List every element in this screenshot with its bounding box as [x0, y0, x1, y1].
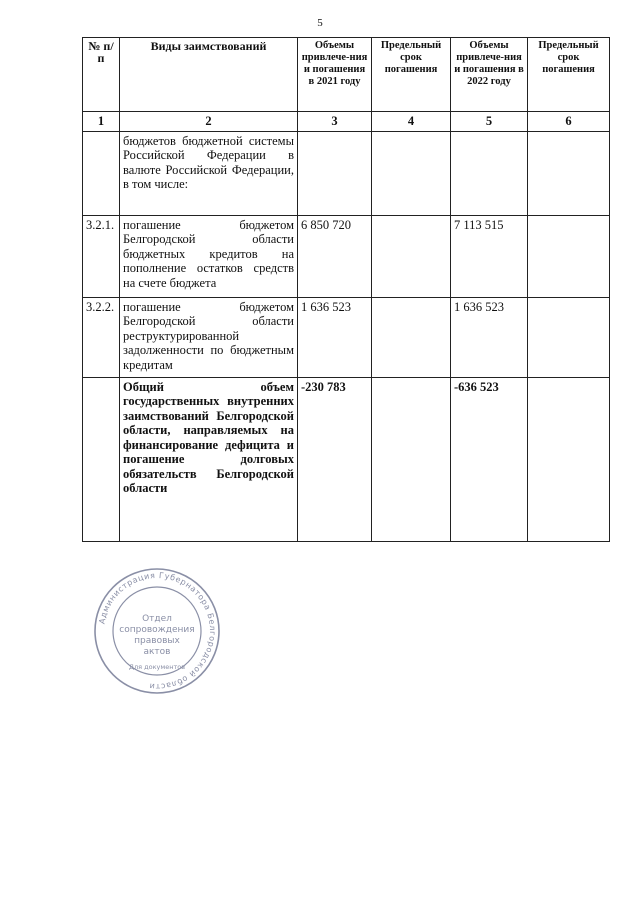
row-volume-2022: -636 523 [451, 377, 528, 541]
column-number: 6 [528, 112, 610, 132]
column-number: 1 [83, 112, 120, 132]
row-term-2022 [528, 377, 610, 541]
svg-text:сопровождения: сопровождения [119, 625, 195, 635]
row-number [83, 377, 120, 541]
table-row [83, 131, 610, 215]
column-number: 4 [372, 112, 451, 132]
row-number: 3.2.2. [83, 297, 120, 377]
row-term-2022 [528, 131, 610, 215]
column-number: 5 [451, 112, 528, 132]
row-term-2022 [528, 215, 610, 297]
borrowings-table [82, 37, 610, 542]
page-number: 5 [317, 17, 323, 29]
row-number [83, 131, 120, 215]
header-term-2022: Предельный срок погашения [528, 38, 610, 112]
column-number: 3 [298, 112, 372, 132]
row-volume-2021: 6 850 720 [298, 215, 372, 297]
header-borrowing-types: Виды заимствований [120, 38, 298, 112]
row-volume-2022: 1 636 523 [451, 297, 528, 377]
row-term-2021 [372, 131, 451, 215]
table-row [83, 297, 610, 377]
row-term-2022 [528, 297, 610, 377]
row-number: 3.2.1. [83, 215, 120, 297]
table-row-total [83, 377, 610, 541]
header-number: № п/п [83, 38, 120, 112]
header-row [83, 38, 610, 112]
row-term-2021 [372, 377, 451, 541]
svg-text:Для документов: Для документов [128, 663, 186, 671]
header-term-2021: Предельный срок погашения [372, 38, 451, 112]
svg-text:актов: актов [143, 647, 171, 657]
svg-text:правовых: правовых [134, 636, 180, 646]
column-number-row [83, 112, 610, 132]
row-volume-2021: 1 636 523 [298, 297, 372, 377]
row-description: Общий объем государственных внутренних заимствований Белгородской области, направляемых на финансирование дефицита и погашение долговых обязательств Белгородской области [120, 377, 298, 541]
row-volume-2021: -230 783 [298, 377, 372, 541]
official-stamp [92, 566, 222, 696]
row-volume-2022 [451, 131, 528, 215]
row-description: бюджетов бюджетной системы Российской Федерации в валюте Российской Федерации, в том числе: [120, 131, 298, 215]
row-volume-2021 [298, 131, 372, 215]
row-volume-2022: 7 113 515 [451, 215, 528, 297]
row-description: погашение бюджетом Белгородской области бюджетных кредитов на пополнение остатков средств на счете бюджета [120, 215, 298, 297]
table-row [83, 215, 610, 297]
svg-text:Отдел: Отдел [142, 614, 172, 624]
row-description: погашение бюджетом Белгородской области реструктурированной задолженности по бюджетным кредитам [120, 297, 298, 377]
header-volume-2021: Объемы привлече-ния и погашения в 2021 году [298, 38, 372, 112]
svg-text:Администрация Губернатора Белг: Администрация Губернатора Белгородской области [97, 570, 218, 692]
row-term-2021 [372, 297, 451, 377]
row-term-2021 [372, 215, 451, 297]
header-volume-2022: Объемы привлече-ния и погашения в 2022 году [451, 38, 528, 112]
column-number: 2 [120, 112, 298, 132]
